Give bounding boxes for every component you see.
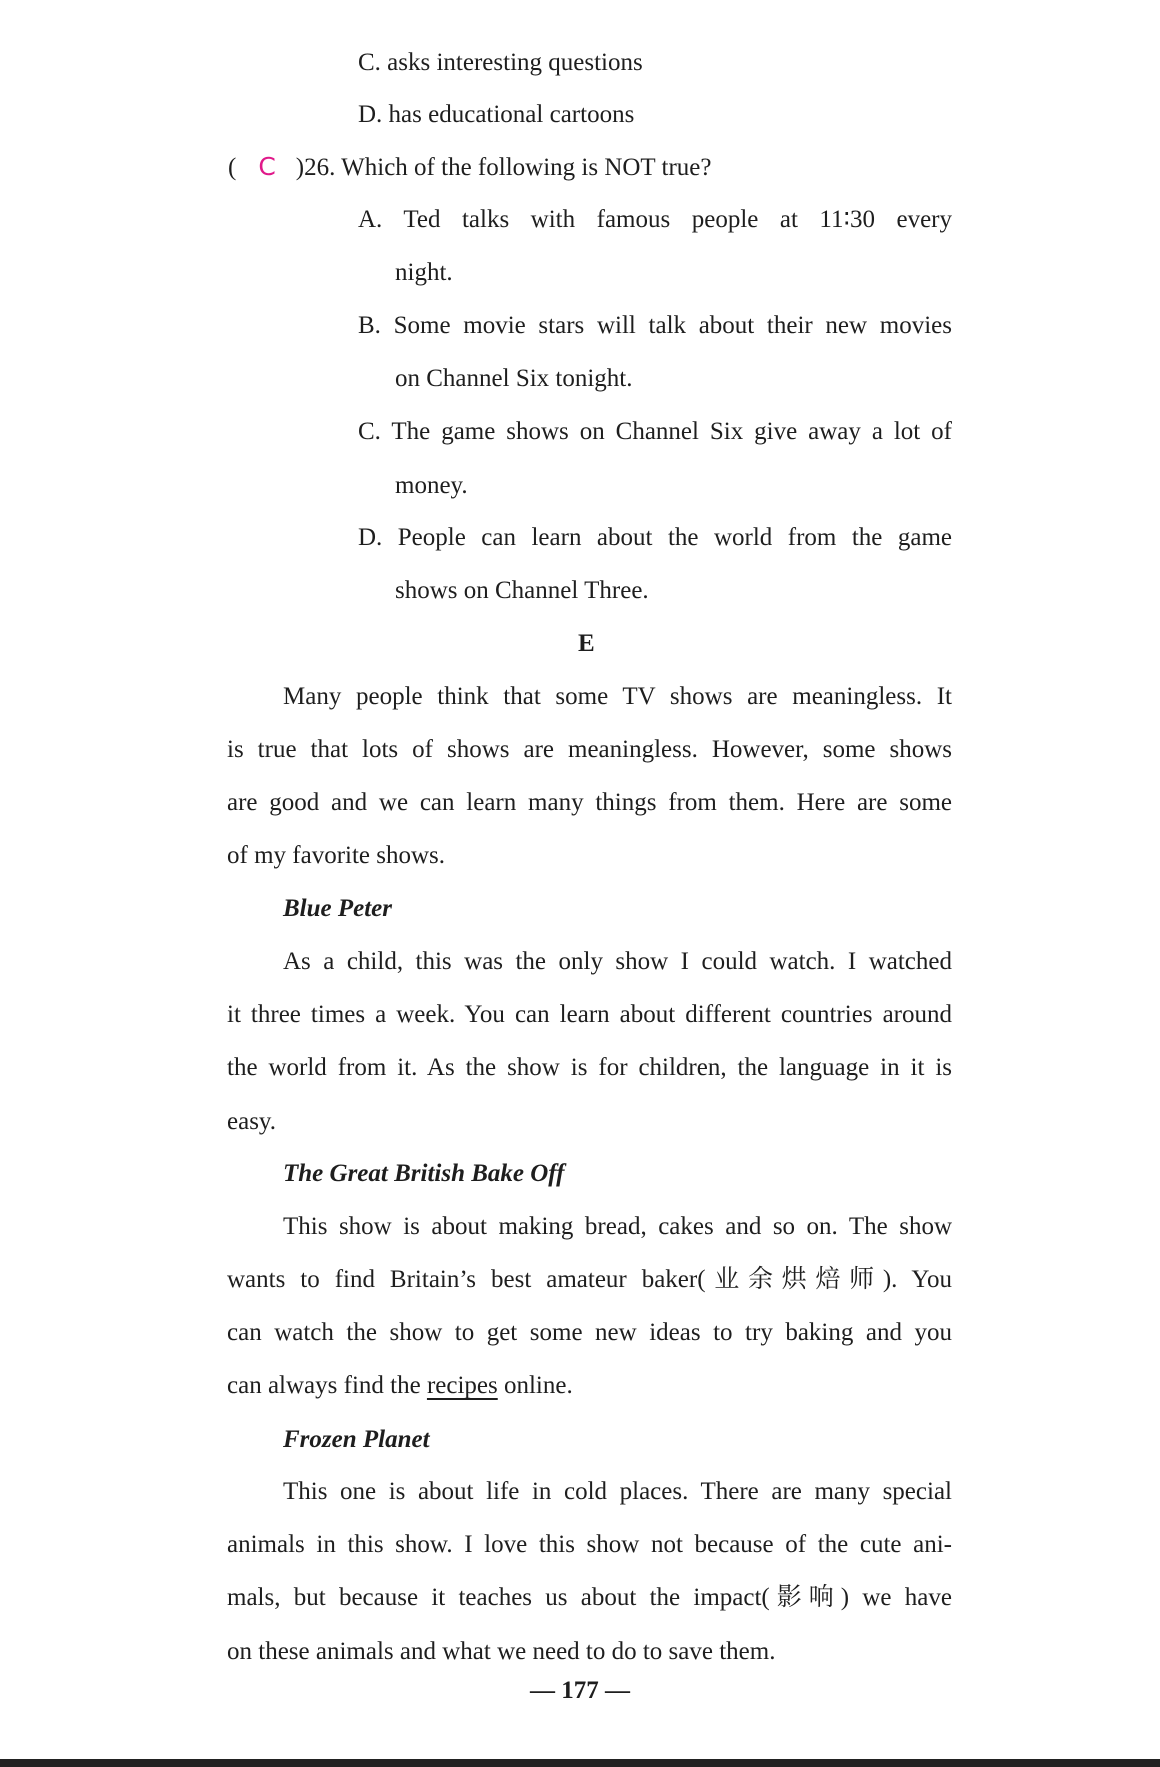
show3-line-3: mals, but because it teaches us about the impact(影响) we have (227, 1584, 952, 1611)
intro-line-3: are good and we can learn many things from them. Here are some (227, 789, 952, 816)
q26-option-c-line1: C. The game shows on Channel Six give away a lot of (358, 418, 952, 445)
answer-bracket-open: ( (228, 154, 237, 181)
recipes-word: recipes (426, 1372, 498, 1399)
show1-line-2: it three times a week. You can learn about different countries around (227, 1001, 952, 1028)
show1-line-1: As a child, this was the only show I could watch. I watched (283, 948, 952, 975)
q26-option-a-line1: A. Ted talks with famous people at 11∶30 every (358, 206, 952, 233)
show-title-blue-peter: Blue Peter (283, 895, 393, 922)
bottom-edge-bar (0, 1759, 1160, 1767)
show2-line-4 (227, 1371, 573, 1401)
option-c-prev: C. asks interesting questions (358, 49, 643, 76)
page-number: — 177 — (530, 1677, 630, 1704)
show2-line-4-pre: can always find the (227, 1372, 421, 1399)
intro-line-4: of my favorite shows. (227, 842, 446, 869)
show-title-bake-off: The Great British Bake Off (283, 1160, 565, 1187)
q26-option-d-line2: shows on Channel Three. (395, 577, 649, 604)
answer-letter: C (258, 152, 276, 181)
section-letter: E (578, 630, 595, 657)
intro-line-1: Many people think that some TV shows are meaningless. It (283, 683, 952, 710)
show3-line-2: animals in this show. I love this show not because of the cute ani- (227, 1531, 952, 1558)
q26-option-a-line2: night. (395, 259, 453, 286)
show1-line-3: the world from it. As the show is for children, the language in it is (227, 1054, 952, 1081)
show2-line-3: can watch the show to get some new ideas to try baking and you (227, 1319, 952, 1346)
show1-line-4: easy. (227, 1108, 277, 1135)
option-d-prev: D. has educational cartoons (358, 101, 635, 128)
show3-line-4: on these animals and what we need to do to save them. (227, 1638, 776, 1665)
show-title-frozen-planet: Frozen Planet (283, 1426, 430, 1453)
q26-option-d-line1: D. People can learn about the world from the game (358, 524, 952, 551)
show2-line-2: wants to find Britain’s best amateur baker(业余烘焙师). You (227, 1266, 952, 1293)
q26-option-c-line2: money. (395, 472, 468, 499)
show2-line-1: This show is about making bread, cakes and so on. The show (283, 1213, 952, 1240)
show2-line-4-post: online. (503, 1372, 573, 1399)
q26-option-b-line1: B. Some movie stars will talk about their new movies (358, 312, 952, 339)
question-26-text: )26. Which of the following is NOT true? (295, 154, 712, 181)
q26-option-b-line2: on Channel Six tonight. (395, 365, 633, 392)
show3-line-1: This one is about life in cold places. There are many special (283, 1478, 952, 1505)
intro-line-2: is true that lots of shows are meaningless. However, some shows (227, 736, 952, 763)
question-26 (228, 152, 711, 183)
